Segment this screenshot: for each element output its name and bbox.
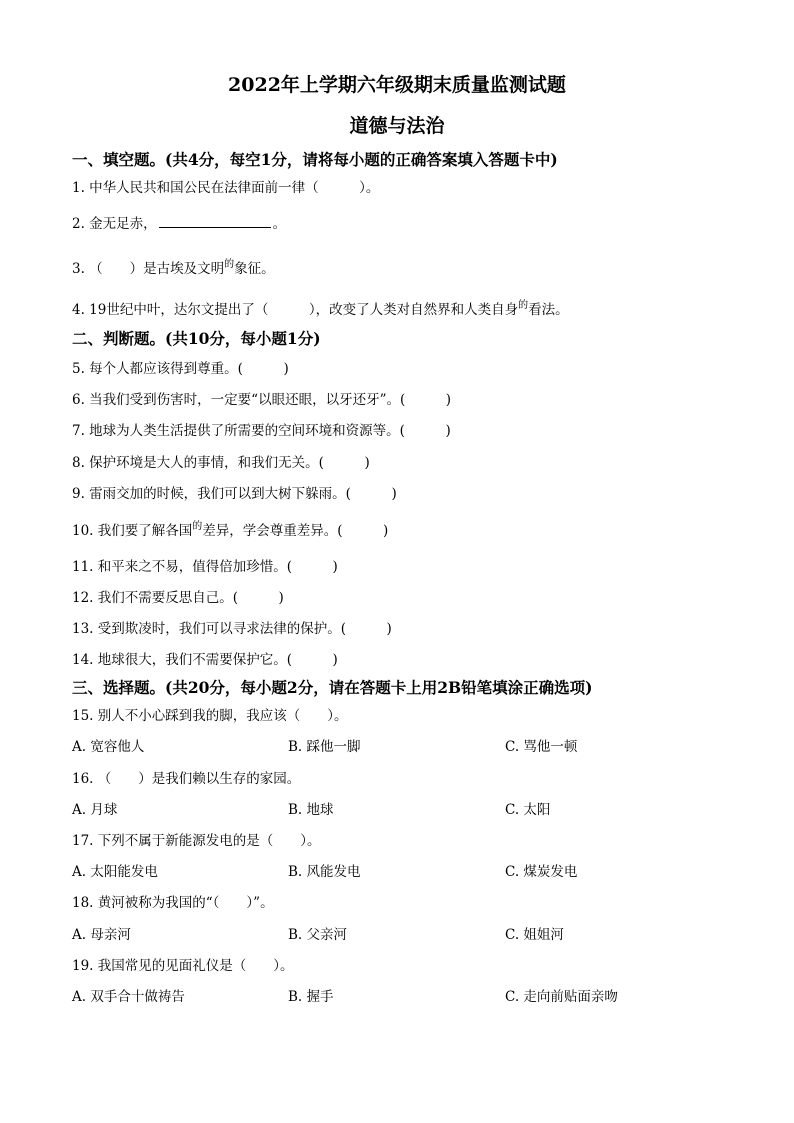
question-16-option-c: C. 太阳 [505,802,551,818]
question-8: 8. 保护环境是大人的事情，和我们无关。( ) [72,455,370,471]
section-fill-in-heading: 一、填空题。(共4分，每空1分，请将每小题的正确答案填入答题卡中) [72,150,558,169]
question-4 [72,298,569,318]
question-19-option-b: B. 握手 [288,989,334,1005]
question-18-option-b: B. 父亲河 [288,927,348,943]
question-5: 5. 每个人都应该得到尊重。( ) [72,361,289,377]
question-15-option-a: A. 宽容他人 [72,739,145,755]
question-13: 13. 受到欺凌时，我们可以寻求法律的保护。( ) [72,621,392,637]
question-1: 1. 中华人民共和国公民在法律面前一律（ ）。 [72,180,380,196]
question-2 [72,212,286,232]
question-10-end: 差异，学会尊重差异。( ) [202,523,389,539]
question-17-option-a: A. 太阳能发电 [72,864,158,880]
question-10 [72,519,388,539]
question-3-raised-char: 的 [224,259,235,270]
question-3-text: 3. （ ）是古埃及文明 [72,261,225,277]
section-true-false-heading: 二、判断题。(共10分，每小题1分) [72,329,321,348]
question-4-end: 看法。 [528,302,569,318]
question-19: 19. 我国常见的见面礼仪是（ ）。 [72,958,294,974]
question-10-text: 10. 我们要了解各国 [72,523,193,539]
question-15-option-c: C. 骂他一顿 [505,739,578,755]
question-7: 7. 地球为人类生活提供了所需要的空间环境和资源等。( ) [72,423,451,439]
question-12: 12. 我们不需要反思自己。( ) [72,590,284,606]
question-18-option-a: A. 母亲河 [72,927,131,943]
question-19-option-a: A. 双手合十做祷告 [72,989,185,1005]
exam-title: 2022年上学期六年级期末质量监测试题 [228,74,566,96]
question-17: 17. 下列不属于新能源发电的是（ ）。 [72,833,321,849]
question-6: 6. 当我们受到伤害时，一定要“以眼还眼，以牙还牙”。( ) [72,392,452,408]
question-2-end: 。 [272,216,287,232]
question-14: 14. 地球很大，我们不需要保护它。( ) [72,652,338,668]
question-4-raised-char: 的 [518,300,529,311]
section-multiple-choice-heading: 三、选择题。(共20分，每小题2分，请在答题卡上用2B铅笔填涂正确选项) [72,678,593,697]
question-15-option-b: B. 踩他一脚 [288,739,361,755]
question-9: 9. 雷雨交加的时候，我们可以到大树下躲雨。( ) [72,486,397,502]
exam-subject: 道德与法治 [349,115,445,137]
question-17-option-c: C. 煤炭发电 [505,864,578,880]
question-17-option-b: B. 风能发电 [288,864,361,880]
question-16-option-b: B. 地球 [288,802,334,818]
question-10-raised-char: 的 [192,521,203,532]
question-16-option-a: A. 月球 [72,802,118,818]
question-4-text: 4. 19世纪中叶，达尔文提出了（ ），改变了人类对自然界和人类自身 [72,302,519,318]
question-15: 15. 别人不小心踩到我的脚，我应该（ ）。 [72,708,348,724]
question-18: 18. 黄河被称为我国的“（ ）”。 [72,895,274,911]
question-16: 16. （ ）是我们赖以生存的家园。 [72,771,301,787]
question-3 [72,257,275,277]
question-2-text: 2. 金无足赤， [72,216,157,232]
question-18-option-c: C. 姐姐河 [505,927,564,943]
question-3-end: 象征。 [234,261,275,277]
question-11: 11. 和平来之不易，值得倍加珍惜。( ) [72,559,338,575]
question-19-option-c: C. 走向前贴面亲吻 [505,989,618,1005]
answer-blank-line [159,215,271,228]
